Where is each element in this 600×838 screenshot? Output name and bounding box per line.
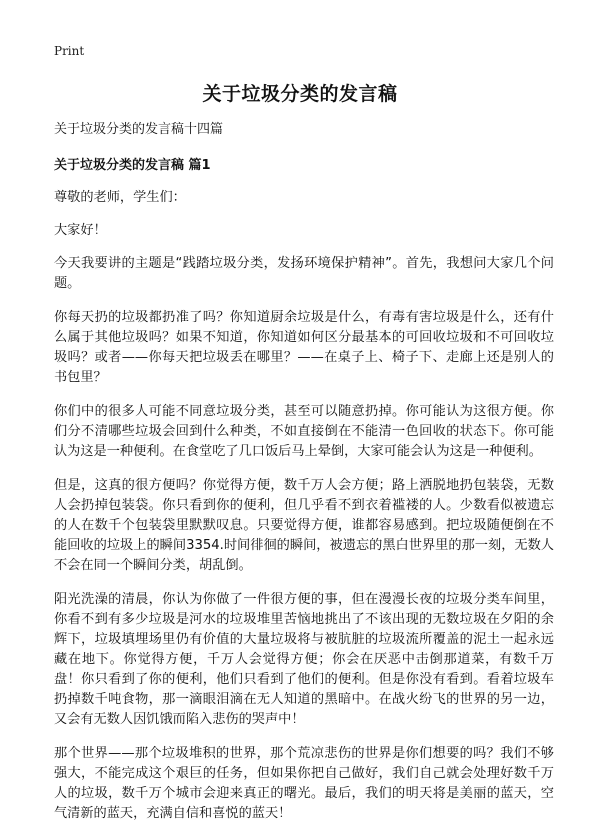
- paragraph-really-convenient: 但是，这真的很方便吗？你觉得方便，数千万人会方便；路上洒脱地扔包装袋，无数人会扔掉包装袋。你只看到你的便利，但几乎看不到衣着褴褛的人。少数看似被遗忘的人在数千个包装袋里默默叹息。只要觉得方便，谁都容易感到。把垃圾随便倒在不能回收的垃圾上的瞬间3354.时间徘徊的瞬间，被遗忘的黑白世界里的那一刻，无数人不会在同一个瞬间分类，胡乱倒。: [54, 478, 554, 573]
- paragraph-greeting: 尊敬的老师，学生们：: [54, 190, 186, 205]
- print-link[interactable]: Print: [54, 44, 85, 58]
- page-title: 关于垃圾分类的发言稿: [202, 83, 398, 105]
- paragraph-topic: 今天我要讲的主题是“践踏垃圾分类，发扬环境保护精神”。首先，我想问大家几个问题。: [54, 256, 554, 291]
- paragraph-conclusion: 那个世界——那个垃圾堆积的世界，那个荒凉悲伤的世界是你们想要的吗？我们不够强大，不能完成这个艰巨的任务，但如果你把自己做好，我们自己就会处理好数千万人的垃圾，数千万个城市会迎来真正的曙光。最后，我们的明天将是美丽的蓝天，空气清新的蓝天，充满自信和喜悦的蓝天！: [54, 746, 554, 821]
- paragraph-convenience: 你们中的很多人可能不同意垃圾分类，甚至可以随意扔掉。你可能认为这很方便。你们分不清哪些垃圾会回到什么种类，不如直接倒在不能清一色回收的状态下。你可能认为这是一种便利。在食堂吃了几口饭后马上晕倒，大家可能会认为这是一种便利。: [54, 404, 554, 459]
- document-body: [54, 118, 554, 838]
- paragraph-morning: 阳光洗澡的清晨，你认为你做了一件很方便的事，但在漫漫长夜的垃圾分类车间里，你看不到有多少垃圾是河水的垃圾堆里苦恼地挑出了不该出现的无数垃圾在夕阳的余辉下，垃圾填埋场里仍有价值的大量垃圾将与被肮脏的垃圾流所覆盖的泥土一起永远藏在地下。你觉得方便，千万人会觉得方便；你会在厌恶中击倒那道菜，有数千万盘！你只看到了你的便利，他们只看到了他们的便利。但是你没有看到。看着垃圾车扔掉数千吨食物，那一滴眼泪滴在无人知道的黑暗中。在战火纷飞的世界的另一边，又会有无数人因饥饿而陷入悲伤的哭声中！: [54, 592, 554, 727]
- section-heading: 关于垃圾分类的发言稿 篇1: [54, 158, 211, 173]
- document-subtitle: 关于垃圾分类的发言稿十四篇: [54, 122, 224, 137]
- paragraph-questions: 你每天扔的垃圾都扔准了吗？你知道厨余垃圾是什么，有毒有害垃圾是什么，还有什么属于其他垃圾吗？如果不知道，你知道如何区分最基本的可回收垃圾和不可回收垃圾吗？或者——你每天把垃圾丢在哪里？——在桌子上、椅子下、走廊上还是别人的书包里？: [54, 310, 554, 385]
- paragraph-hello: 大家好！: [54, 223, 107, 238]
